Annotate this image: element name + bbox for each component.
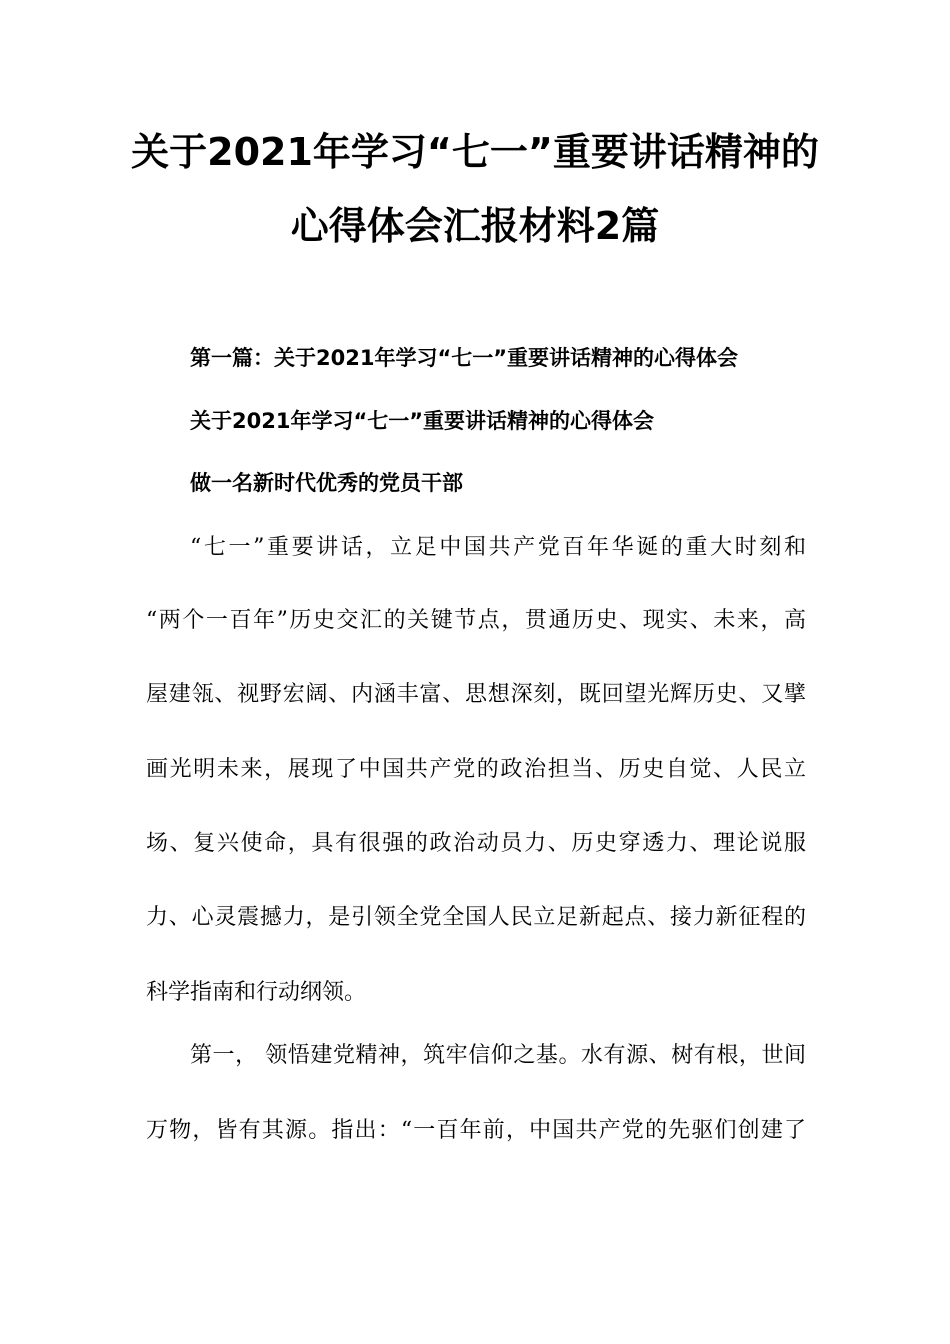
paragraph-line: 场、复兴使命，具有很强的政治动员力、历史穿透力、理论说服 [146,831,806,856]
paragraph-line: 画光明未来，展现了中国共产党的政治担当、历史自觉、人民立 [146,757,806,782]
section-heading-part-one: 第一篇：关于2021年学习“七一”重要讲话精神的心得体会 [190,346,739,370]
paragraph-line: 屋建瓴、视野宏阔、内涵丰富、思想深刻，既回望光辉历史、又擘 [146,682,806,707]
section-subheading-title: 关于2021年学习“七一”重要讲话精神的心得体会 [190,409,655,433]
paragraph-line: 力、心灵震撼力，是引领全党全国人民立足新起点、接力新征程的 [146,905,806,930]
paragraph-line: 科学指南和行动纲领。 [146,980,367,1005]
document-title-line-1: 关于2021年学习“七一”重要讲话精神的 [131,130,819,174]
paragraph-line: 万物，皆有其源。指出：“一百年前，中国共产党的先驱们创建了 [146,1118,806,1143]
paragraph-line: 第一， 领悟建党精神，筑牢信仰之基。水有源、树有根，世间 [190,1043,806,1068]
document-title-line-2: 心得体会汇报材料2篇 [290,204,660,248]
section-subheading-theme: 做一名新时代优秀的党员干部 [190,471,463,495]
paragraph-line: “两个一百年”历史交汇的关键节点，贯通历史、现实、未来，高 [146,608,806,633]
paragraph-line: “七一”重要讲话，立足中国共产党百年华诞的重大时刻和 [190,535,806,560]
